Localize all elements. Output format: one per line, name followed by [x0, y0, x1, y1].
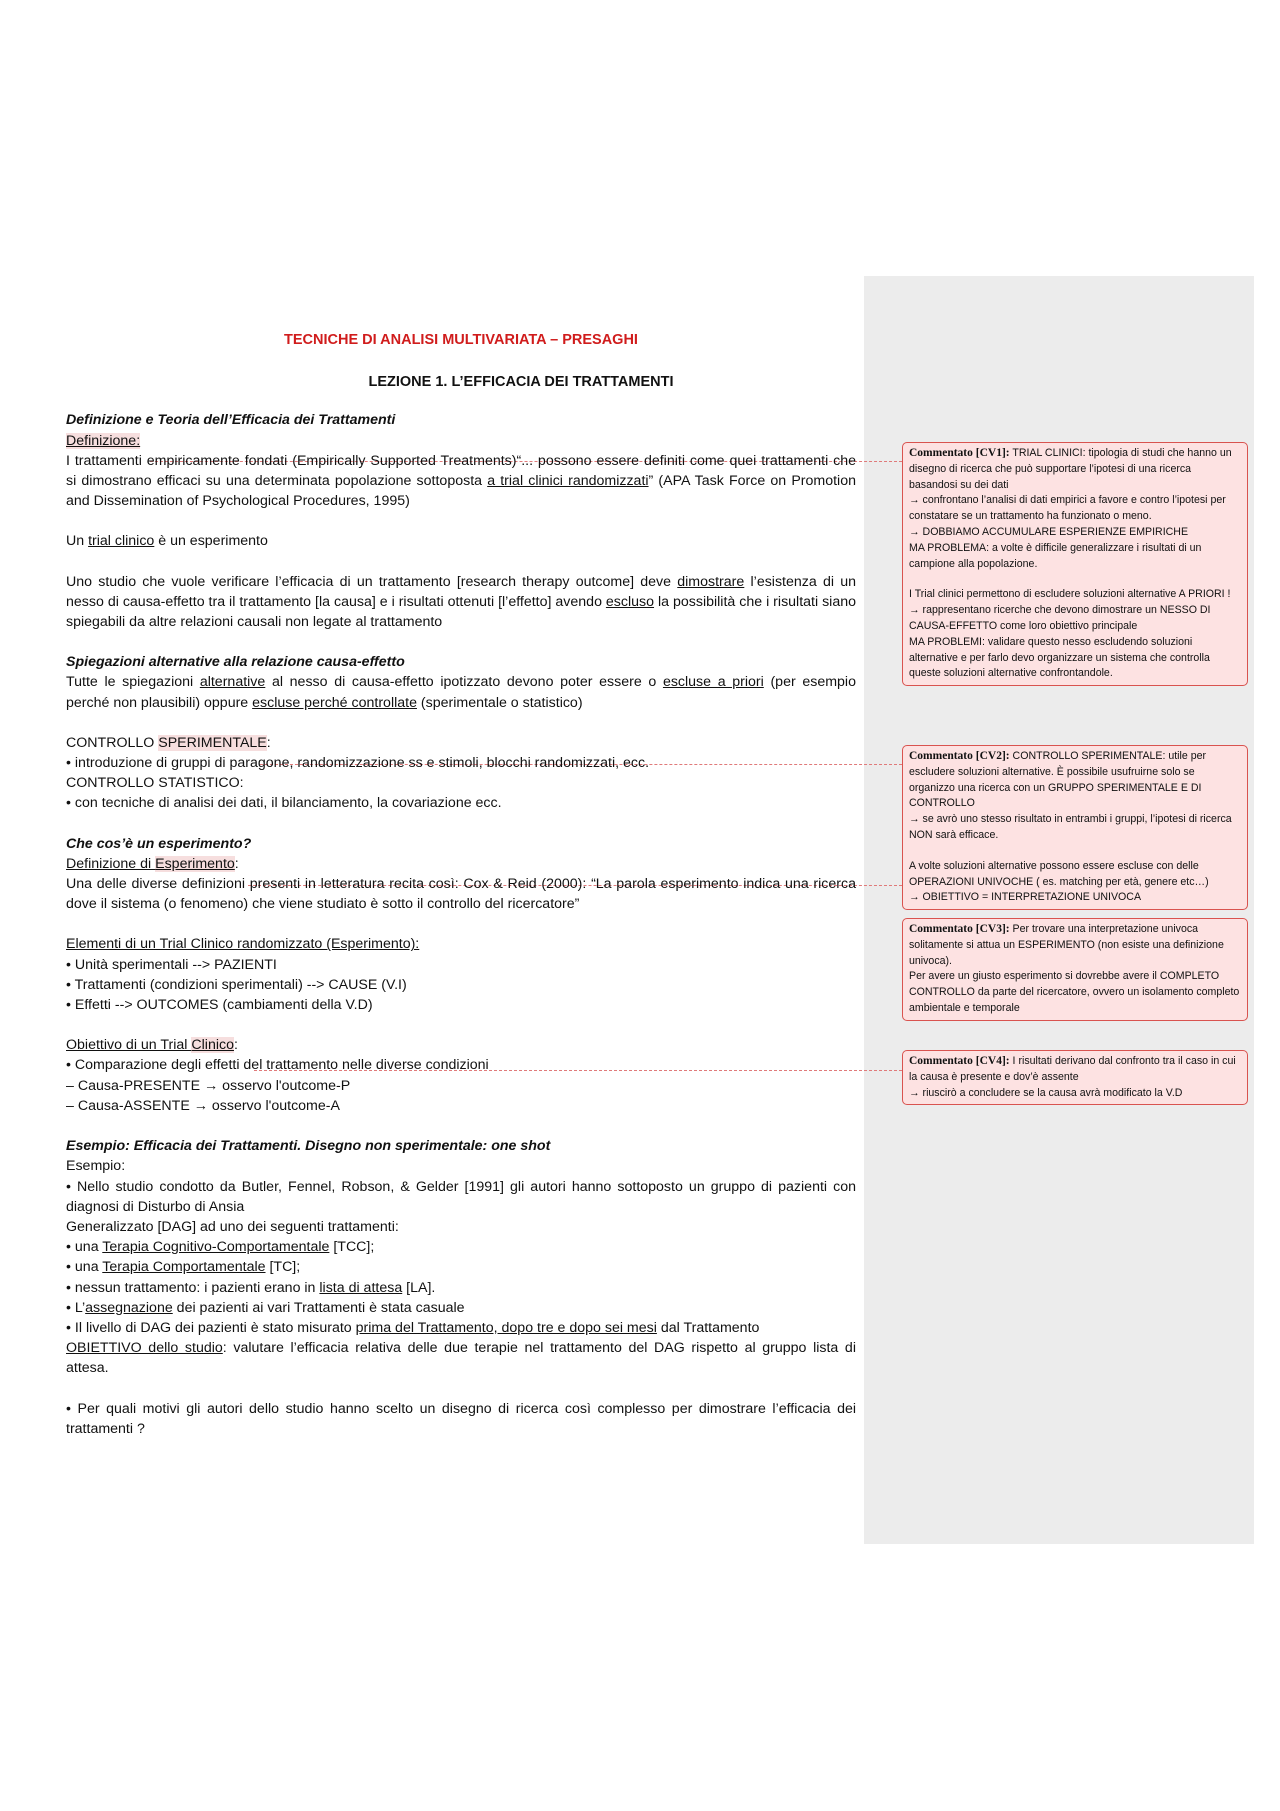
- comment-line: → confrontano l’analisi di dati empirici a favore e contro l’ipotesi per constatare se un trattamento ha funzionato o meno.: [909, 494, 1226, 523]
- comment-cv2[interactable]: Commentato [CV2]: CONTROLLO SPERIMENTALE: utile per escludere soluzioni alternative. È possibile usufruirne solo se organizzo una ricerca con un GRUPPO SPERIMENTALE E DI CONTROLLO → se avrò uno stesso risultato in entrambi i gruppi, l’ipotesi di ricerca NON sarà efficace. A volte soluzioni alternative possono essere escluse con delle OPERAZIONI UNIVOCHE ( es. matching per età, genere etc…) → OBIETTIVO = INTERPRETAZIONE UNIVOCA: [902, 745, 1248, 910]
- comment-line: → DOBBIAMO ACCUMULARE ESPERIENZE EMPIRICHE: [909, 525, 1189, 538]
- list-item: – Causa-PRESENTE → osservo l'outcome-P: [66, 1077, 351, 1094]
- experiment-definition: Una delle diverse definizioni presenti in letteratura recita così: Cox & Reid (2000): “La parola esperimento indica una ricerca dove il sistema (o fenomeno) che viene studiato è sotto il controllo del ricercatore”: [66, 876, 856, 913]
- experiment-definition-label: Definizione di Esperimento:: [66, 855, 239, 872]
- document-body: [66, 330, 856, 1439]
- comment-line: MA PROBLEMI: validare questo nesso escludendo soluzioni alternative e per farlo devo organizzare un sistema che controlla queste soluzioni alternative confrontandole.: [909, 635, 1210, 680]
- list-item: • una Terapia Comportamentale [TC];: [66, 1259, 301, 1276]
- comment-tag: Commentato [CV1]:: [909, 447, 1010, 459]
- comment-cv3[interactable]: Commentato [CV3]: Per trovare una interpretazione univoca solitamente si attua un ESPERIMENTO (non esiste una definizione univoca). Per avere un giusto esperimento si dovrebbe avere il COMPLETO CONTROLLO da parte del ricercatore, ovvero un isolamento completo ambientale e temporale: [902, 918, 1248, 1021]
- list-item: • Effetti --> OUTCOMES (cambiamenti della V.D): [66, 997, 373, 1014]
- lesson-title: LEZIONE 1. L’EFFICACIA DEI TRATTAMENTI: [368, 374, 674, 391]
- trial-paragraph: Un trial clinico è un esperimento: [66, 533, 268, 550]
- list-item: • Unità sperimentali --> PAZIENTI: [66, 956, 277, 973]
- list-item: • Il livello di DAG dei pazienti è stato misurato prima del Trattamento, dopo tre e dopo sei mesi dal Trattamento: [66, 1319, 760, 1336]
- list-item: • una Terapia Cognitivo-Comportamentale [TCC];: [66, 1239, 375, 1256]
- comment-line: Per avere un giusto esperimento si dovrebbe avere il COMPLETO CONTROLLO da parte del ricercatore, ovvero un isolamento completo ambientale e temporale: [909, 970, 1240, 1014]
- control-statistical: CONTROLLO STATISTICO:: [66, 775, 244, 792]
- section-heading: Esempio: Efficacia dei Trattamenti. Disegno non sperimentale: one shot: [66, 1138, 551, 1155]
- objective-title: Obiettivo di un Trial Clinico:: [66, 1037, 238, 1054]
- example-label: Esempio:: [66, 1158, 126, 1175]
- control-experimental: CONTROLLO SPERIMENTALE:: [66, 734, 271, 751]
- list-item: • L’assegnazione dei pazienti ai vari Trattamenti è stata casuale: [66, 1299, 465, 1316]
- alternatives-paragraph: Tutte le spiegazioni alternative al nesso di causa-effetto ipotizzato devono poter essere o escluse a priori (per esempio perché non plausibili) oppure escluse perché controllate (sperimentale o statistico): [66, 674, 856, 711]
- list-item: • con tecniche di analisi dei dati, il bilanciamento, la covariazione ecc.: [66, 795, 502, 812]
- elements-title: Elementi di un Trial Clinico randomizzato (Esperimento):: [66, 936, 420, 953]
- list-item: • Nello studio condotto da Butler, Fennel, Robson, & Gelder [1991] gli autori hanno sottoposto un gruppo di pazienti con diagnosi di Disturbo di Ansia: [66, 1178, 856, 1215]
- study-paragraph: Uno studio che vuole verificare l’efficacia di un trattamento [research therapy outcome] deve dimostrare l’esistenza di un nesso di causa-effetto tra il trattamento [la causa] e i risultati ottenuti [l’effetto] avendo escluso la possibilità che i risultati siano spiegabili da altre relazioni causali non legate al trattamento: [66, 573, 856, 631]
- comment-cv4[interactable]: Commentato [CV4]: I risultati derivano dal confronto tra il caso in cui la causa è presente e dov’è assente → riuscirò a concludere se la causa avrà modificato la V.D: [902, 1050, 1248, 1105]
- comment-line: A volte soluzioni alternative possono essere escluse con delle OPERAZIONI UNIVOCHE ( es. matching per età, genere etc…): [909, 859, 1209, 888]
- section-heading: Spiegazioni alternative alla relazione causa-effetto: [66, 654, 405, 671]
- list-item: – Causa-ASSENTE → osservo l'outcome-A: [66, 1097, 340, 1114]
- section-heading: Definizione e Teoria dell’Efficacia dei Trattamenti: [66, 412, 396, 429]
- comment-line: → OBIETTIVO = INTERPRETAZIONE UNIVOCA: [909, 891, 1142, 904]
- comment-line: → riuscirò a concludere se la causa avrà modificato la V.D: [909, 1086, 1183, 1099]
- list-item: • introduzione di gruppi di paragone, randomizzazione ss e stimoli, blocchi randomizzati, ecc.: [66, 755, 650, 772]
- question-paragraph: • Per quali motivi gli autori dello studio hanno scelto un disegno di ricerca così complesso per dimostrare l’efficacia dei trattamenti ?: [66, 1400, 856, 1437]
- definition-label: Definizione:: [66, 432, 141, 449]
- comment-line: MA PROBLEMA: a volte è difficile generalizzare i risultati di un campione alla popolazione.: [909, 541, 1202, 570]
- comment-line: I Trial clinici permettono di escludere soluzioni alternative A PRIORI !: [909, 588, 1231, 601]
- list-item: • Comparazione degli effetti del trattamento nelle diverse condizioni: [66, 1057, 489, 1074]
- comment-tag: Commentato [CV3]:: [909, 923, 1010, 935]
- definition-paragraph: I trattamenti empiricamente fondati (Empirically Supported Treatments)“... possono essere definiti come quei trattamenti che si dimostrano efficaci su una determinata popolazione sottoposta a trial clinici randomizzati” (APA Task Force on Promotion and Dissemination of Psychological Procedures, 1995): [66, 452, 856, 510]
- study-objective: OBIETTIVO dello studio: valutare l’efficacia relativa delle due terapie nel trattamento del DAG rispetto al gruppo lista di attesa.: [66, 1340, 856, 1377]
- section-heading: Che cos’è un esperimento?: [66, 835, 252, 852]
- comment-cv1[interactable]: Commentato [CV1]: TRIAL CLINICI: tipologia di studi che hanno un disegno di ricerca che può supportare l’ipotesi di una ricerca basandosi su dei dati → confrontano l’analisi di dati empirici a favore e contro l’ipotesi per constatare se un trattamento ha funzionato o meno. → DOBBIAMO ACCUMULARE ESPERIENZE EMPIRICHE MA PROBLEMA: a volte è difficile generalizzare i risultati di un campione alla popolazione. I Trial clinici permettono di escludere soluzioni alternative A PRIORI ! → rappresentano ricerche che devono dimostrare un NESSO DI CAUSA-EFFETTO come loro obiettivo principale MA PROBLEMI: validare questo nesso escludendo soluzioni alternative e per farlo devo organizzare un sistema che controlla queste soluzioni alternative confrontandole.: [902, 442, 1248, 686]
- comment-tag: Commentato [CV2]:: [909, 750, 1010, 762]
- list-item: • Trattamenti (condizioni sperimentali) --> CAUSE (V.I): [66, 976, 407, 993]
- list-item: Generalizzato [DAG] ad uno dei seguenti trattamenti:: [66, 1218, 399, 1235]
- comment-tag: Commentato [CV4]:: [909, 1055, 1010, 1067]
- document-title: TECNICHE DI ANALISI MULTIVARIATA – PRESAGHI: [284, 332, 638, 348]
- list-item: • nessun trattamento: i pazienti erano in lista di attesa [LA].: [66, 1279, 436, 1296]
- comment-line: → se avrò uno stesso risultato in entrambi i gruppi, l’ipotesi di ricerca NON sarà efficace.: [909, 813, 1232, 841]
- comment-line: → rappresentano ricerche che devono dimostrare un NESSO DI CAUSA-EFFETTO come loro obiettivo principale: [909, 604, 1211, 632]
